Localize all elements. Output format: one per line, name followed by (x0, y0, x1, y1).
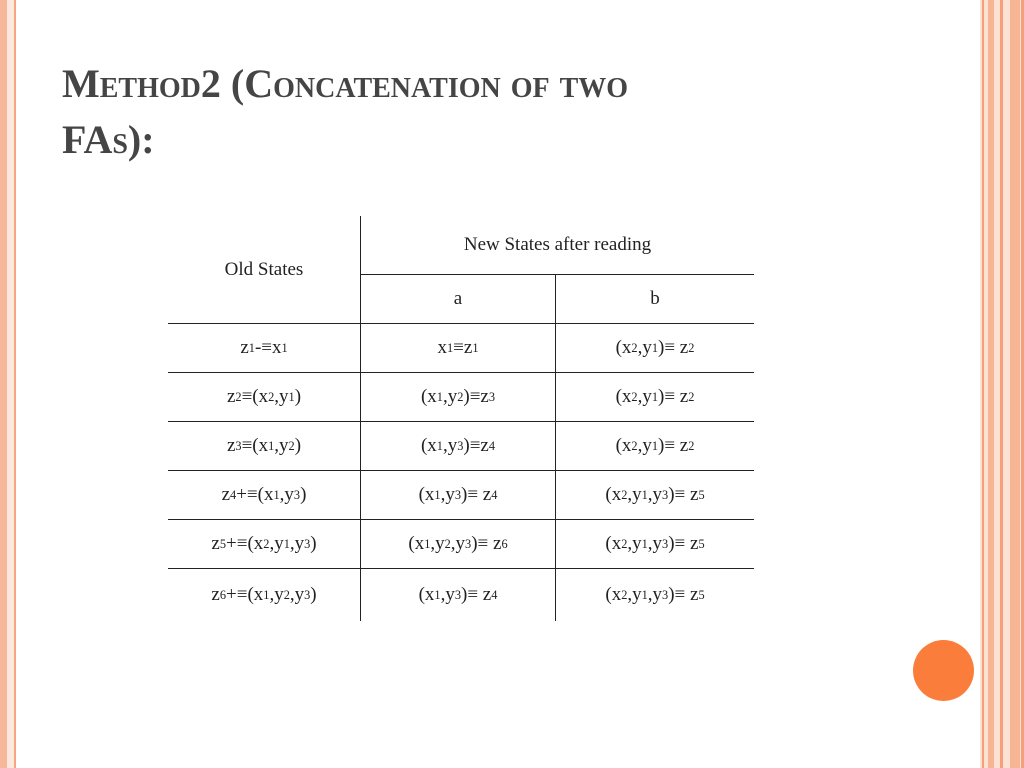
table-cell-old: z 1 -≡x 1 (168, 324, 361, 373)
slide-title-line-1: Method2 (Concatenation of two (62, 61, 629, 106)
table-cell-old: z 4 +≡(x 1 ,y 3 ) (168, 471, 361, 520)
accent-circle-decoration (913, 640, 974, 701)
state-transition-table (168, 216, 754, 621)
table-cell-a: (x 1 ,y 2 )≡z 3 (361, 373, 556, 422)
table-cell-b: (x 2 ,y 1 ,y 3 )≡ z 5 (556, 471, 754, 520)
table-cell-b: (x 2 ,y 1 ,y 3 )≡ z 5 (605, 584, 705, 605)
frame-right-stripes (980, 0, 1024, 768)
table-cell-old: z 3 ≡(x 1 ,y 2 ) (168, 422, 361, 471)
table-cell-old: z 5 +≡(x 2 ,y 1 ,y 3 ) (168, 520, 361, 569)
table-cell-old: z 2 ≡(x 2 ,y 1 ) (168, 373, 361, 422)
header-new-states: New States after reading (361, 216, 754, 275)
table-cell-b: (x 2 ,y 1 )≡ z 2 (556, 422, 754, 471)
table-grid (168, 216, 754, 621)
frame-left-border (0, 0, 7, 768)
table-cell-old: z 6 +≡(x 1 ,y 2 ,y 3 ) (168, 569, 361, 621)
table-cell-b: (x 2 ,y 1 )≡ z 2 (556, 373, 754, 422)
table-cell-a: (x 1 ,y 3 )≡z 4 (361, 422, 556, 471)
header-col-b: b (556, 275, 754, 324)
header-old-states: Old States (168, 216, 361, 324)
table-cell-b: (x 2 ,y 1 ,y 3 )≡ z 5 (556, 520, 754, 569)
table-cell-a: (x 1 ,y 3 )≡ z 4 (361, 471, 556, 520)
table-cell-a: x 1 ≡z 1 (361, 324, 556, 373)
slide-title-line-2: FAs): (62, 117, 155, 162)
slide-title (62, 56, 862, 168)
table-cell-b: (x 2 ,y 1 )≡ z 2 (556, 324, 754, 373)
table-cell-a: (x 1 ,y 3 )≡ z 4 (361, 569, 556, 621)
frame-left-band (7, 0, 16, 768)
table-cell-a: (x 1 ,y 2 ,y 3 )≡ z 6 (361, 520, 556, 569)
header-col-a: a (361, 275, 556, 324)
